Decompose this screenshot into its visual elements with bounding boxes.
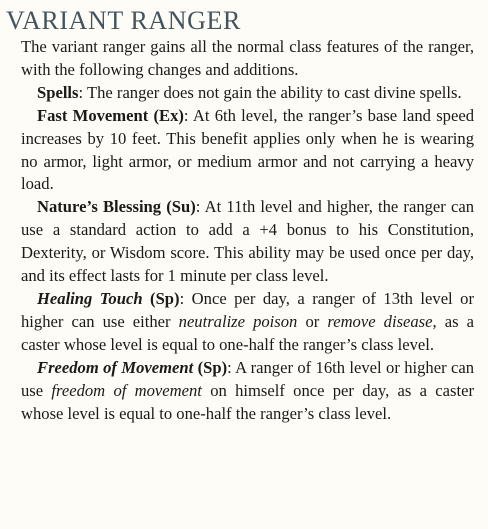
feature-type: (Su) (166, 197, 196, 217)
feature-natures-blessing (21, 196, 474, 288)
feature-text: : The ranger does not gain the ability to cast divine spells. (78, 82, 462, 102)
feature-name: Fast Movement (Ex) (37, 105, 184, 125)
feature-freedom-of-movement (21, 357, 474, 426)
feature-fast-movement (21, 105, 474, 197)
feature-type: (Sp) (197, 357, 228, 377)
feature-text: : A ranger of 16th level or higher can use (21, 357, 474, 400)
feature-text: , as a caster whose level is equal to one-half the ranger’s class level. (21, 311, 475, 354)
intro-paragraph: The variant ranger gains all the normal class features of the ranger, with the following changes and additions. (21, 37, 474, 79)
feature-name: Nature’s Blessing (Su) (37, 197, 196, 217)
feature-healing-touch (21, 288, 474, 357)
feature-text: : At 11th level and higher, the ranger can use a standard action to add a +4 bonus to his Constitution, Dexterity, or Wisdom score. This ability may be used once per day, and its effect lasts for 1 minute per class level. (21, 197, 474, 286)
spell-name: neutralize poison (178, 311, 298, 331)
spell-name: remove disease (327, 311, 433, 331)
section-title: VARIANT RANGER (6, 6, 241, 35)
spell-name: freedom of movement (51, 380, 202, 400)
feature-name: Healing Touch (Sp) (37, 288, 180, 308)
feature-text: or (297, 311, 328, 331)
feature-name: Spells (37, 82, 79, 102)
feature-type: (Ex) (153, 105, 184, 125)
feature-text: : At 6th level, the ranger’s base land speed increases by 10 feet. This benefit applies only when he is wearing no armor, light armor, or medium armor and not carrying a heavy load. (21, 105, 474, 194)
feature-text: : Once per day, a ranger of 13th level or higher can use either (21, 288, 474, 331)
feature-name: Freedom of Movement (Sp) (37, 357, 228, 377)
feature-spells (21, 82, 474, 105)
feature-type: (Sp) (150, 288, 180, 308)
feature-text: on himself once per day, as a caster whose level is equal to one-half the ranger’s class level. (21, 380, 474, 423)
